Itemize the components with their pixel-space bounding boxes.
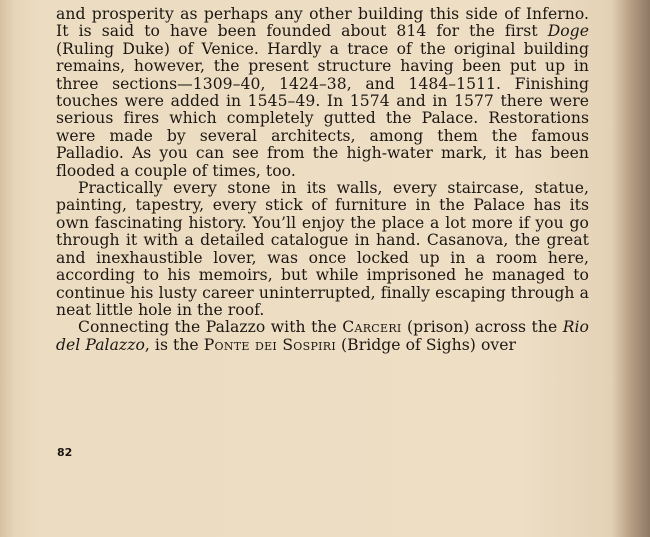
paragraph-3	[56, 319, 589, 354]
carceri-term: Carceri	[342, 318, 402, 337]
paragraph-2: Practically every stone in its walls, every staircase, statue, painting, tapestry, every stick of furniture in the Palace has its own fascinating history. You’ll enjoy the place a lot more if you go through it with a detailed catalogue in hand. Casanova, the great and inexhaustible lover, was once locked up in a room here, according to his memoirs, but while imprisoned he managed to continue his lusty career uninterrupted, finally escaping through a neat little hole in the roof.	[56, 179, 589, 319]
rio-term: Rio del Palazzo	[56, 318, 589, 354]
doge-term: Doge	[547, 22, 589, 41]
page-gutter	[0, 0, 14, 537]
ponte-term: Ponte dei Sospiri	[203, 335, 337, 354]
paragraph-1-text: and prosperity as perhaps any other building this side of Inferno. It is said to have been founded about 814 for the first	[56, 5, 589, 41]
paragraph-3-part-b: (prison) across the	[401, 318, 563, 337]
paragraph-3-part-a: Connecting the Palazzo with the	[78, 318, 343, 337]
paragraph-1-rest: (Ruling Duke) of Venice. Hardly a trace of the original building remains, however, the present structure having been put up in three sections—1309–40, 1424–38, and 1484–1511. Finishing touches were added in 1545–49. In 1574 and in 1577 there were serious fires which completely gutted the Palace. Restorations were made by several architects, among them the famous Palladio. As you can see from the high-water mark, it has been flooded a couple of times, too.	[56, 39, 589, 180]
body-text	[56, 6, 589, 354]
paragraph-3-part-c: , is the	[144, 335, 204, 354]
page-number: 82	[57, 446, 73, 459]
paragraph-3-part-d: (Bridge of Sighs) over	[336, 335, 517, 354]
paragraph-1	[56, 6, 589, 180]
